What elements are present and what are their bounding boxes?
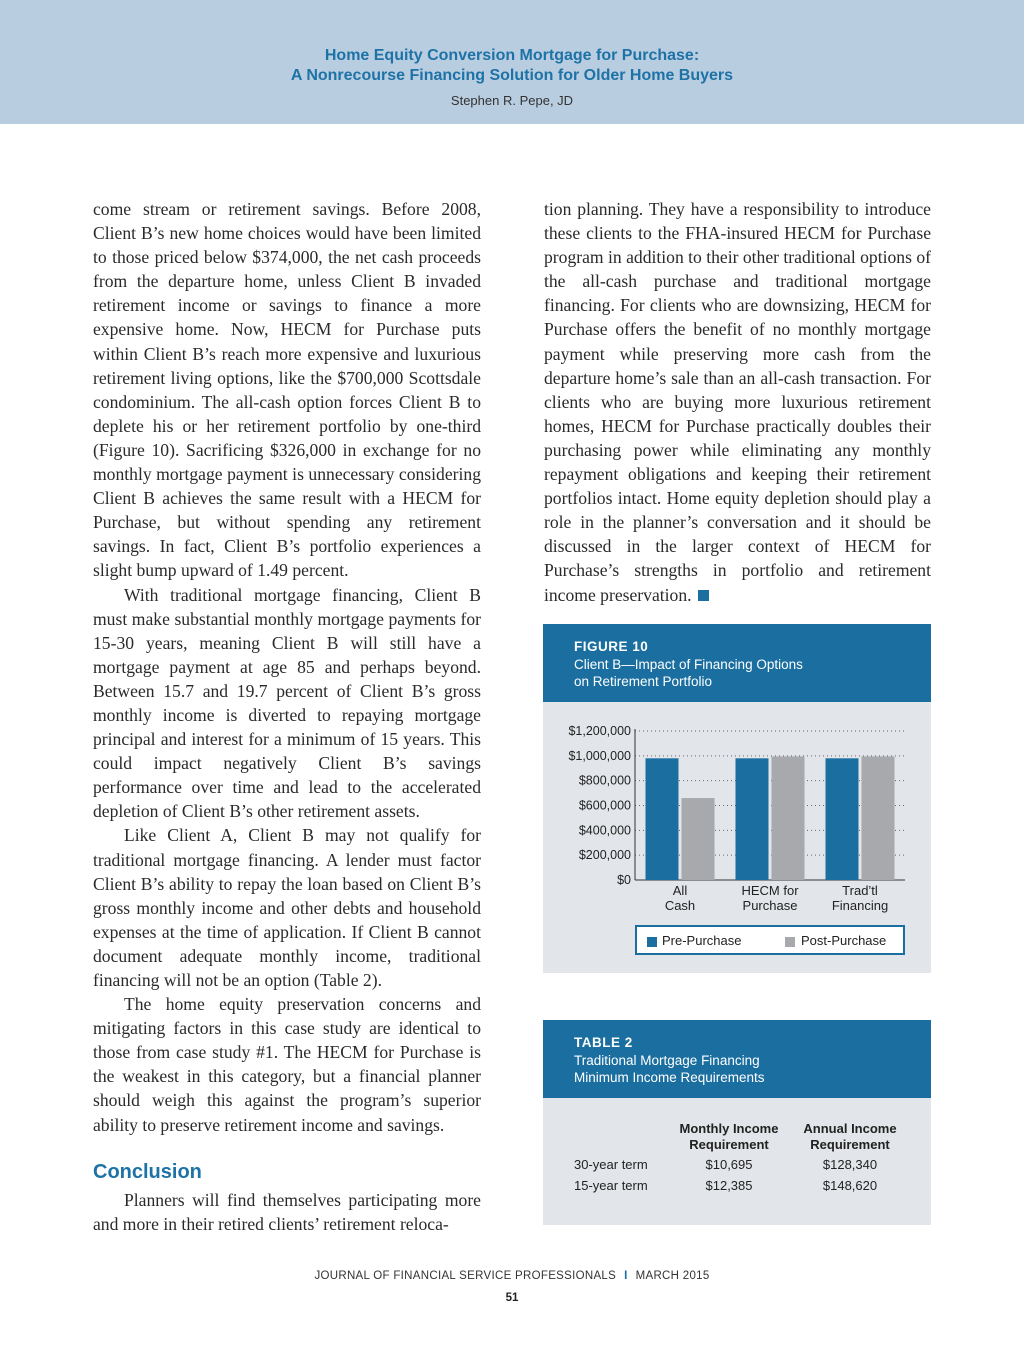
article-author: Stephen R. Pepe, JD: [450, 93, 574, 108]
x-category-label: Financing: [831, 898, 889, 913]
x-category-label: Trad’tl: [842, 883, 878, 898]
table-header: [543, 1020, 931, 1098]
body-paragraph: come stream or retirement savings. Before 2008, Client B’s new home choices would have been limited to those priced below $374,000, the net cash proceeds from the departure home, unless Client B invaded retirement income or savings to finance a more expensive home. Now, HECM for Purchase puts within Client B’s reach more expensive and luxurious retirement living options, like the $700,000 Scottsdale condominium. The all-cash option forces Client B to deplete his or her retirement portfolio by one-third (Figure 10). Sacrificing $326,000 in exchange for no monthly mortgage payment is unnecessary considering Client B achieves the same result with a HECM for Purchase, but without spending any retirement savings. In fact, Client B’s portfolio experiences a slight bump upward of 1.49 percent.: [93, 199, 481, 581]
bar-pre-purchase: [826, 758, 859, 880]
y-tick-label: $1,200,000: [568, 724, 631, 738]
body-paragraph: Like Client A, Client B may not qualify for traditional mortgage financing. A lender must factor Client B’s ability to repay the loan based on Client B’s gross monthly income and other debts and household expenses at the time of application. If Client B cannot document adequate monthly income, traditional financing will not be an option (Table 2).: [93, 825, 481, 990]
table-subtitle-line-1: Traditional Mortgage Financing: [574, 1053, 760, 1068]
footer-journal-line: [0, 1270, 1024, 1282]
column-header-annual: [793, 1121, 907, 1153]
legend-swatch-post-purchase: [785, 937, 795, 947]
table-panel: [543, 1098, 931, 1225]
body-paragraph: [544, 197, 931, 607]
header-band: [0, 0, 1024, 124]
table-cell-monthly: $10,695: [705, 1157, 753, 1172]
bar-post-purchase: [772, 756, 805, 880]
column-header-annual-line-1: Annual Income: [803, 1121, 897, 1136]
body-paragraph-text: tion planning. They have a responsibility to introduce these clients to the FHA-insured HECM for Purchase program in addition to their other traditional options of the all-cash purchase and traditional mortgage financing. For clients who are downsizing, HECM for Purchase offers the benefit of no monthly mortgage payment while preserving more cash from the departure home’s sale than an all-cash transaction. For clients who are buying more luxurious retirement homes, HECM for Purchase practically doubles their purchasing power while eliminating any monthly repayment obligations and keeping their retirement portfolios intact. Home equity depletion should play a role in the planner’s conversation and it should be discussed in the larger context of HECM for Purchase’s strengths in portfolio and retirement income preservation.: [544, 199, 931, 605]
x-category-label: All: [672, 883, 688, 898]
bar-post-purchase: [682, 798, 715, 880]
bar-chart: [543, 702, 931, 917]
body-paragraph: Planners will find themselves participating more and more in their retired clients’ retirement reloca-: [93, 1189, 481, 1234]
body-paragraph: The home equity preservation concerns and mitigating factors in this case study are identical to those from case study #1. The HECM for Purchase is the weakest in this category, but a financial planner should weigh this against the program’s superior ability to preserve retirement income and savings.: [93, 994, 481, 1135]
end-of-article-square-icon: [698, 590, 709, 601]
body-paragraph: With traditional mortgage financing, Client B must make substantial monthly mortgage payments for 15-30 years, meaning Client B will still have a mortgage payment at age 85 and perhaps beyond. Between 15.7 and 19.7 percent of Client B’s gross monthly income is diverted to repaying mortgage principal and interest for a minimum of 15 years. This could impact negatively Client B’s savings performance over time and lead to the accelerated depletion of Client B’s other retirement assets.: [93, 584, 481, 822]
column-header-monthly-line-1: Monthly Income: [679, 1121, 779, 1136]
legend-label-post-purchase: Post-Purchase: [801, 933, 887, 948]
column-header-annual-line-2: Requirement: [810, 1137, 890, 1152]
footer-issue-date: MARCH 2015: [635, 1270, 710, 1282]
bar-post-purchase: [862, 756, 895, 880]
y-tick-label: $0: [617, 873, 631, 887]
y-tick-label: $1,000,000: [568, 748, 631, 763]
left-column: [93, 197, 481, 1236]
bar-pre-purchase: [736, 758, 769, 880]
x-category-label: HECM for: [741, 883, 799, 898]
table-cell-annual: $128,340: [822, 1157, 878, 1172]
article-title-line-2: A Nonrecourse Financing Solution for Older Home Buyers: [290, 67, 734, 84]
figure-label: FIGURE 10: [574, 639, 649, 654]
y-tick-label: $800,000: [578, 773, 631, 788]
table-cell-annual: $148,620: [822, 1178, 878, 1193]
figure-subtitle-line-2: on Retirement Portfolio: [574, 674, 713, 689]
right-column: [544, 197, 931, 607]
table-row-label: 15-year term: [574, 1178, 648, 1193]
figure-header: [543, 624, 931, 702]
legend-label-pre-purchase: Pre-Purchase: [662, 933, 742, 948]
footer-journal-name: JOURNAL OF FINANCIAL SERVICE PROFESSIONALS: [314, 1270, 617, 1282]
conclusion-heading: Conclusion: [93, 1160, 202, 1183]
chart-legend: [635, 925, 905, 955]
table-row-label: 30-year term: [574, 1157, 648, 1172]
footer-separator: I: [624, 1270, 628, 1282]
figure-panel: [543, 702, 931, 973]
x-category-label: Cash: [664, 898, 696, 913]
bar-pre-purchase: [646, 758, 679, 880]
x-category-label: Purchase: [742, 898, 798, 913]
figure-subtitle-line-1: Client B—Impact of Financing Options: [574, 657, 803, 672]
table-cell-monthly: $12,385: [705, 1178, 753, 1193]
page-number: 51: [505, 1292, 519, 1304]
table-label: TABLE 2: [574, 1035, 633, 1050]
y-tick-label: $400,000: [578, 823, 631, 838]
column-header-monthly-line-2: Requirement: [689, 1137, 769, 1152]
article-title-line-1: Home Equity Conversion Mortgage for Purchase:: [324, 47, 700, 64]
legend-swatch-pre-purchase: [647, 937, 657, 947]
y-tick-label: $600,000: [578, 798, 631, 813]
y-tick-label: $200,000: [578, 848, 631, 863]
column-header-monthly: [671, 1121, 787, 1153]
table-subtitle-line-2: Minimum Income Requirements: [574, 1070, 765, 1085]
